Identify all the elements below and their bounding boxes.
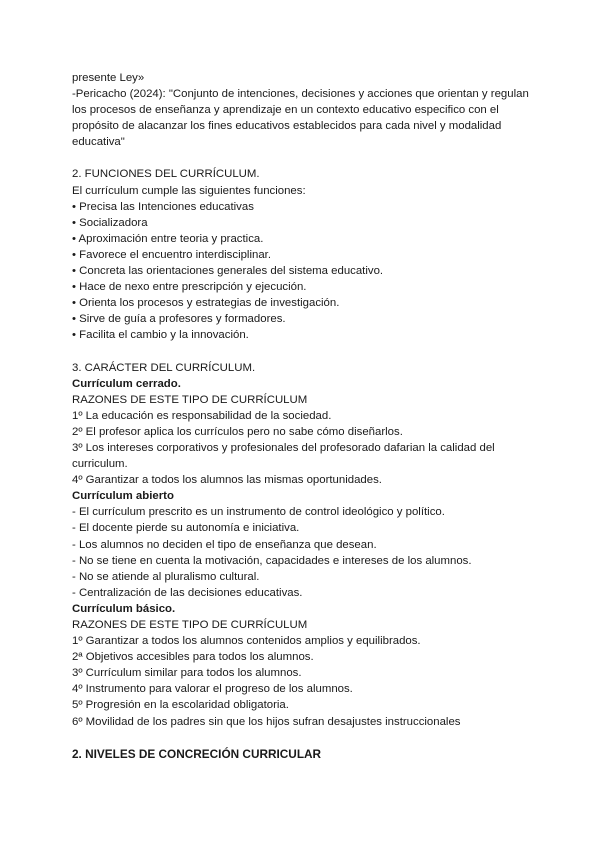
basico-subtitle: RAZONES DE ESTE TIPO DE CURRÍCULUM: [72, 619, 308, 631]
funciones-list: [72, 199, 532, 344]
list-item: • Favorece el encuentro interdisciplinar.: [72, 248, 271, 261]
list-item: - Los alumnos no deciden el tipo de enseñanza que desean.: [72, 538, 377, 551]
pericacho-definition: -Pericacho (2024): "Conjunto de intenciones, decisiones y acciones que orientan y regulan los procesos de enseñanza y aprendizaje en un contexto educativo especifico con el propósito de alacanzar los fines educativos establecidos para cada nivel y modalidad educativa": [72, 88, 529, 149]
funciones-intro: El currículum cumple las siguientes funciones:: [72, 184, 306, 197]
list-item: 1º Garantizar a todos los alumnos contenidos amplios y equilibrados.: [72, 635, 421, 648]
cerrado-list: [72, 408, 532, 488]
list-item: - No se tiene en cuenta la motivación, capacidades e intereses de los alumnos.: [72, 554, 472, 567]
list-item: • Hace de nexo entre prescripción y ejecución.: [72, 281, 307, 294]
funciones-heading: 2. FUNCIONES DEL CURRÍCULUM.: [72, 168, 260, 181]
list-item: - El currículum prescrito es un instrumento de control ideológico y político.: [72, 506, 445, 519]
cerrado-title: Currículum cerrado.: [72, 377, 181, 390]
cerrado-subtitle: RAZONES DE ESTE TIPO DE CURRÍCULUM: [72, 393, 308, 406]
list-item: 3º Currículum similar para todos los alumnos.: [72, 667, 302, 680]
abierto-title: Currículum abierto: [72, 490, 174, 503]
intro-line: presente Ley»: [72, 72, 145, 84]
document-body: [72, 70, 532, 762]
abierto-list: [72, 504, 532, 601]
list-item: • Precisa las Intenciones educativas: [72, 200, 254, 213]
list-item: - Centralización de las decisiones educativas.: [72, 586, 303, 599]
list-item: 2º El profesor aplica los currículos pero no sabe cómo diseñarlos.: [72, 425, 403, 438]
niveles-heading: 2. NIVELES DE CONCRECIÓN CURRICULAR: [72, 746, 322, 761]
list-item: 4º Instrumento para valorar el progreso de los alumnos.: [72, 683, 353, 696]
list-item: - No se atiende al pluralismo cultural.: [72, 570, 260, 583]
list-item: 6º Movilidad de los padres sin que los hijos sufran desajustes instruccionales: [72, 715, 461, 728]
list-item: • Facilita el cambio y la innovación.: [72, 329, 249, 342]
list-item: 3º Los intereses corporativos y profesionales del profesorado dafarian la calidad del curriculum.: [72, 441, 495, 471]
list-item: 2ª Objetivos accesibles para todos los alumnos.: [72, 651, 314, 664]
basico-list: [72, 633, 532, 730]
list-item: • Concreta las orientaciones generales del sistema educativo.: [72, 265, 384, 278]
list-item: 4º Garantizar a todos los alumnos las mismas oportunidades.: [72, 474, 382, 487]
list-item: • Sirve de guía a profesores y formadores.: [72, 313, 286, 326]
list-item: 5º Progresión en la escolaridad obligatoria.: [72, 699, 289, 712]
list-item: • Orienta los procesos y estrategias de investigación.: [72, 297, 340, 310]
basico-title: Currículum básico.: [72, 602, 176, 615]
list-item: 1º La educación es responsabilidad de la sociedad.: [72, 409, 332, 422]
list-item: - El docente pierde su autonomía e iniciativa.: [72, 522, 300, 535]
list-item: • Socializadora: [72, 216, 148, 229]
list-item: • Aproximación entre teoria y practica.: [72, 232, 264, 245]
caracter-heading: 3. CARÁCTER DEL CURRÍCULUM.: [72, 361, 256, 374]
